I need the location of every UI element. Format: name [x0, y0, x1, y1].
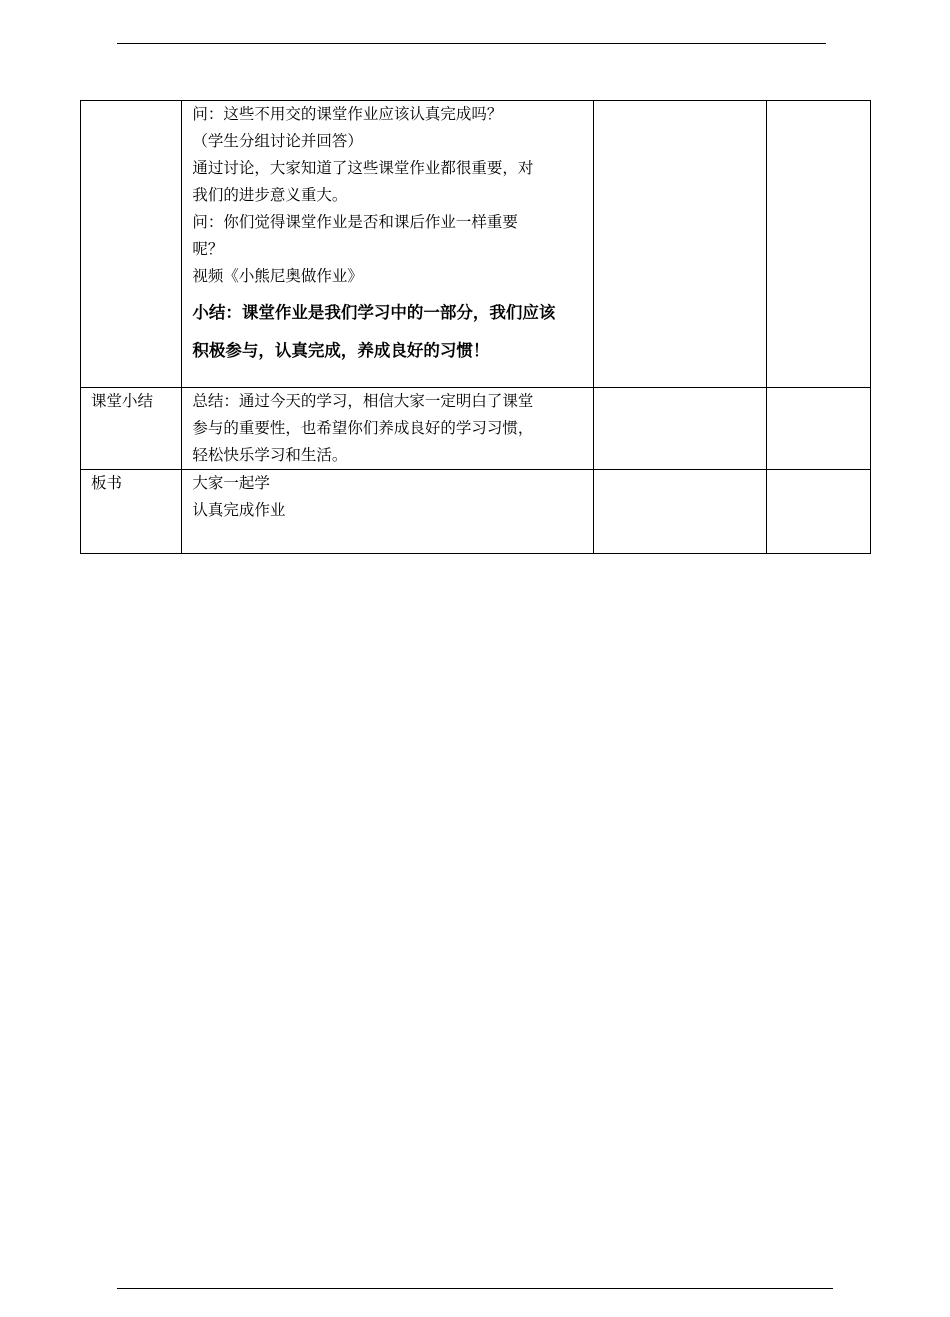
table-row	[81, 101, 871, 388]
table-row	[81, 388, 871, 470]
row-label: 板书	[91, 474, 123, 492]
footer-rule	[117, 1288, 833, 1289]
summary-line: 积极参与，认真完成，养成良好的习惯！	[192, 341, 490, 360]
content-cell	[182, 388, 594, 470]
content-line: 视频《小熊尼奥做作业》	[192, 267, 363, 285]
content-line: 认真完成作业	[192, 501, 286, 519]
content-line: 呢？	[192, 240, 224, 258]
row-label-cell	[81, 470, 182, 554]
empty-cell	[593, 388, 766, 470]
content-line: 我们的进步意义重大。	[192, 186, 348, 204]
content-line: 轻松快乐学习和生活。	[192, 446, 348, 464]
content-line: 问：这些不用交的课堂作业应该认真完成吗？	[192, 105, 503, 123]
content-line: 参与的重要性，也希望你们养成良好的学习习惯，	[192, 419, 534, 437]
content-cell	[182, 470, 594, 554]
summary-line: 小结：课堂作业是我们学习中的一部分，我们应该	[192, 303, 556, 322]
row-label-cell	[81, 388, 182, 470]
row-label-cell	[81, 101, 182, 388]
content-line: （学生分组讨论并回答）	[192, 132, 363, 150]
content-cell	[182, 101, 594, 388]
empty-cell	[593, 470, 766, 554]
empty-cell	[766, 388, 870, 470]
lesson-plan-table	[80, 100, 871, 554]
content-line: 通过讨论，大家知道了这些课堂作业都很重要，对	[192, 159, 534, 177]
empty-cell	[766, 470, 870, 554]
content-line: 问：你们觉得课堂作业是否和课后作业一样重要	[192, 213, 518, 231]
empty-cell	[593, 101, 766, 388]
content-line: 大家一起学	[192, 474, 270, 492]
row-label: 课堂小结	[91, 392, 154, 410]
empty-cell	[766, 101, 870, 388]
header-rule	[117, 43, 826, 44]
content-line: 总结：通过今天的学习，相信大家一定明白了课堂	[192, 392, 534, 410]
table-row	[81, 470, 871, 554]
